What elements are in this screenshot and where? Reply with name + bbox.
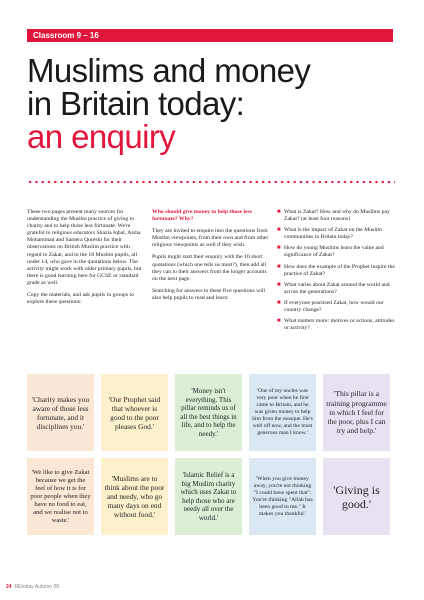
- section-tag: Classroom 9 – 16: [27, 29, 393, 42]
- intro-column: [27, 209, 142, 311]
- quote-card: [249, 458, 316, 535]
- quote-card: [27, 374, 94, 451]
- quote-card: [101, 458, 168, 535]
- quote-text: 'Muslims are to think about the poor and needy, who go many days on end without food.': [104, 474, 165, 519]
- quote-card: [175, 458, 242, 535]
- question-item: [277, 227, 395, 241]
- quote-text: 'Giving is good.': [333, 482, 380, 511]
- bullet-icon: ■: [277, 209, 281, 215]
- intro-paragraph: Copy the materials, and ask pupils in groups to explore these questions:: [27, 292, 134, 306]
- quote-text: 'Charity makes you aware of those less fortunate, and it disciplines you.': [31, 394, 90, 431]
- bullet-icon: ■: [277, 281, 281, 288]
- question-text: What varies about Zakat around the world and across the generations?: [284, 281, 390, 295]
- questions-column: [277, 209, 395, 336]
- page-title: [27, 54, 397, 153]
- quote-card: [175, 374, 242, 451]
- title-line-1: Muslims and money: [27, 52, 311, 89]
- question-item: [277, 300, 395, 314]
- quote-text: 'We like to give Zakat because we get the feel of how it is for poor people when they have no food to eat, and we realise not to waste.': [30, 468, 91, 524]
- quote-text: 'Islamic Relief is a big Muslim charity which uses Zakat to help those who are needy all over the world.': [180, 471, 237, 522]
- enquiry-paragraph: Searching for answers to these five questions will also help pupils to read and learn:: [152, 287, 265, 301]
- enquiry-column: [152, 209, 269, 307]
- bullet-icon: ■: [277, 245, 281, 252]
- enquiry-paragraph: They are invited to enquire into the questions from Muslim viewpoints, from their own and from other religious viewpoints as well if they wish.: [152, 228, 269, 249]
- question-item: [277, 264, 395, 278]
- dotted-divider: [27, 180, 395, 184]
- bullet-icon: ■: [277, 227, 281, 234]
- enquiry-heading: Who should give money to help those less fortunate? Why?: [152, 209, 253, 223]
- publication-name: REtoday Autumn 08: [14, 584, 60, 590]
- quote-card: [323, 374, 390, 451]
- question-text: What matters more: motives or actions, attitudes or activity?: [284, 318, 395, 332]
- quote-card: [27, 458, 94, 535]
- title-line-2: in Britain today:: [27, 85, 245, 122]
- page-footer: [6, 584, 59, 590]
- enquiry-paragraph: Pupils might start their enquiry with the 10 short quotations (which one tells us most?), then add all they can to their answers from the longer accounts on the next page.: [152, 254, 267, 282]
- bullet-icon: ■: [277, 299, 281, 306]
- question-item: [277, 245, 395, 259]
- quote-card: [323, 458, 390, 535]
- question-text: What is the impact of Zakat on the Muslim communities in Britain today?: [284, 227, 382, 241]
- bullet-icon: ■: [277, 263, 281, 270]
- bullet-icon: ■: [277, 318, 281, 325]
- question-item: [277, 282, 395, 296]
- page-number: 24: [6, 584, 12, 590]
- quote-text: 'Our Prophet said that whoever is good to the poor pleases God.': [108, 394, 161, 431]
- question-item: [277, 318, 395, 332]
- quote-text: 'When you give money away, you're not thinking "I could have spent that". You're thinking "Allah has been good to me." It makes you thankful.': [252, 475, 313, 517]
- questions-list: [277, 209, 395, 332]
- title-line-3: an enquiry: [27, 118, 176, 155]
- quote-card: [101, 374, 168, 451]
- question-text: If everyone practised Zakat, how would our country change?: [284, 299, 384, 314]
- quote-text: 'This pillar is a training programme in which I feel for the poor, plus I can try and help.': [326, 389, 387, 436]
- question-text: What is Zakat? How and why do Muslims pay Zakat? (at least four reasons): [284, 209, 390, 223]
- question-text: How does the example of the Prophet inspire the practice of Zakat?: [284, 263, 395, 277]
- intro-paragraph: These two pages present many sources for understanding the Muslim practice of giving to charity and to help those less fortunate. We're grateful to religious educators Shazia Iqbal, Aisha Mohammad and Samera Qureshi for their observations on British Muslim practice with regard to Zakat, and to the 18 Muslim pupils, all under 14, who gave in the quotations below. The activity might work with older primary pupils, but there is good learning here for GCSE or standard grade as well.: [27, 209, 142, 286]
- question-item: [277, 209, 395, 223]
- question-text: How do young Muslims learn the value and significance of Zakat?: [284, 245, 384, 259]
- quote-card: [249, 374, 316, 451]
- quote-text: 'Money isn't everything. This pillar reminds us of all the best things in life, and to help the needy.': [180, 387, 237, 438]
- quote-text: 'One of my uncles was very poor when he first came to Britain, and he was given money to help him from the mosque. He's well off now, and the most generous man I know.': [252, 388, 313, 436]
